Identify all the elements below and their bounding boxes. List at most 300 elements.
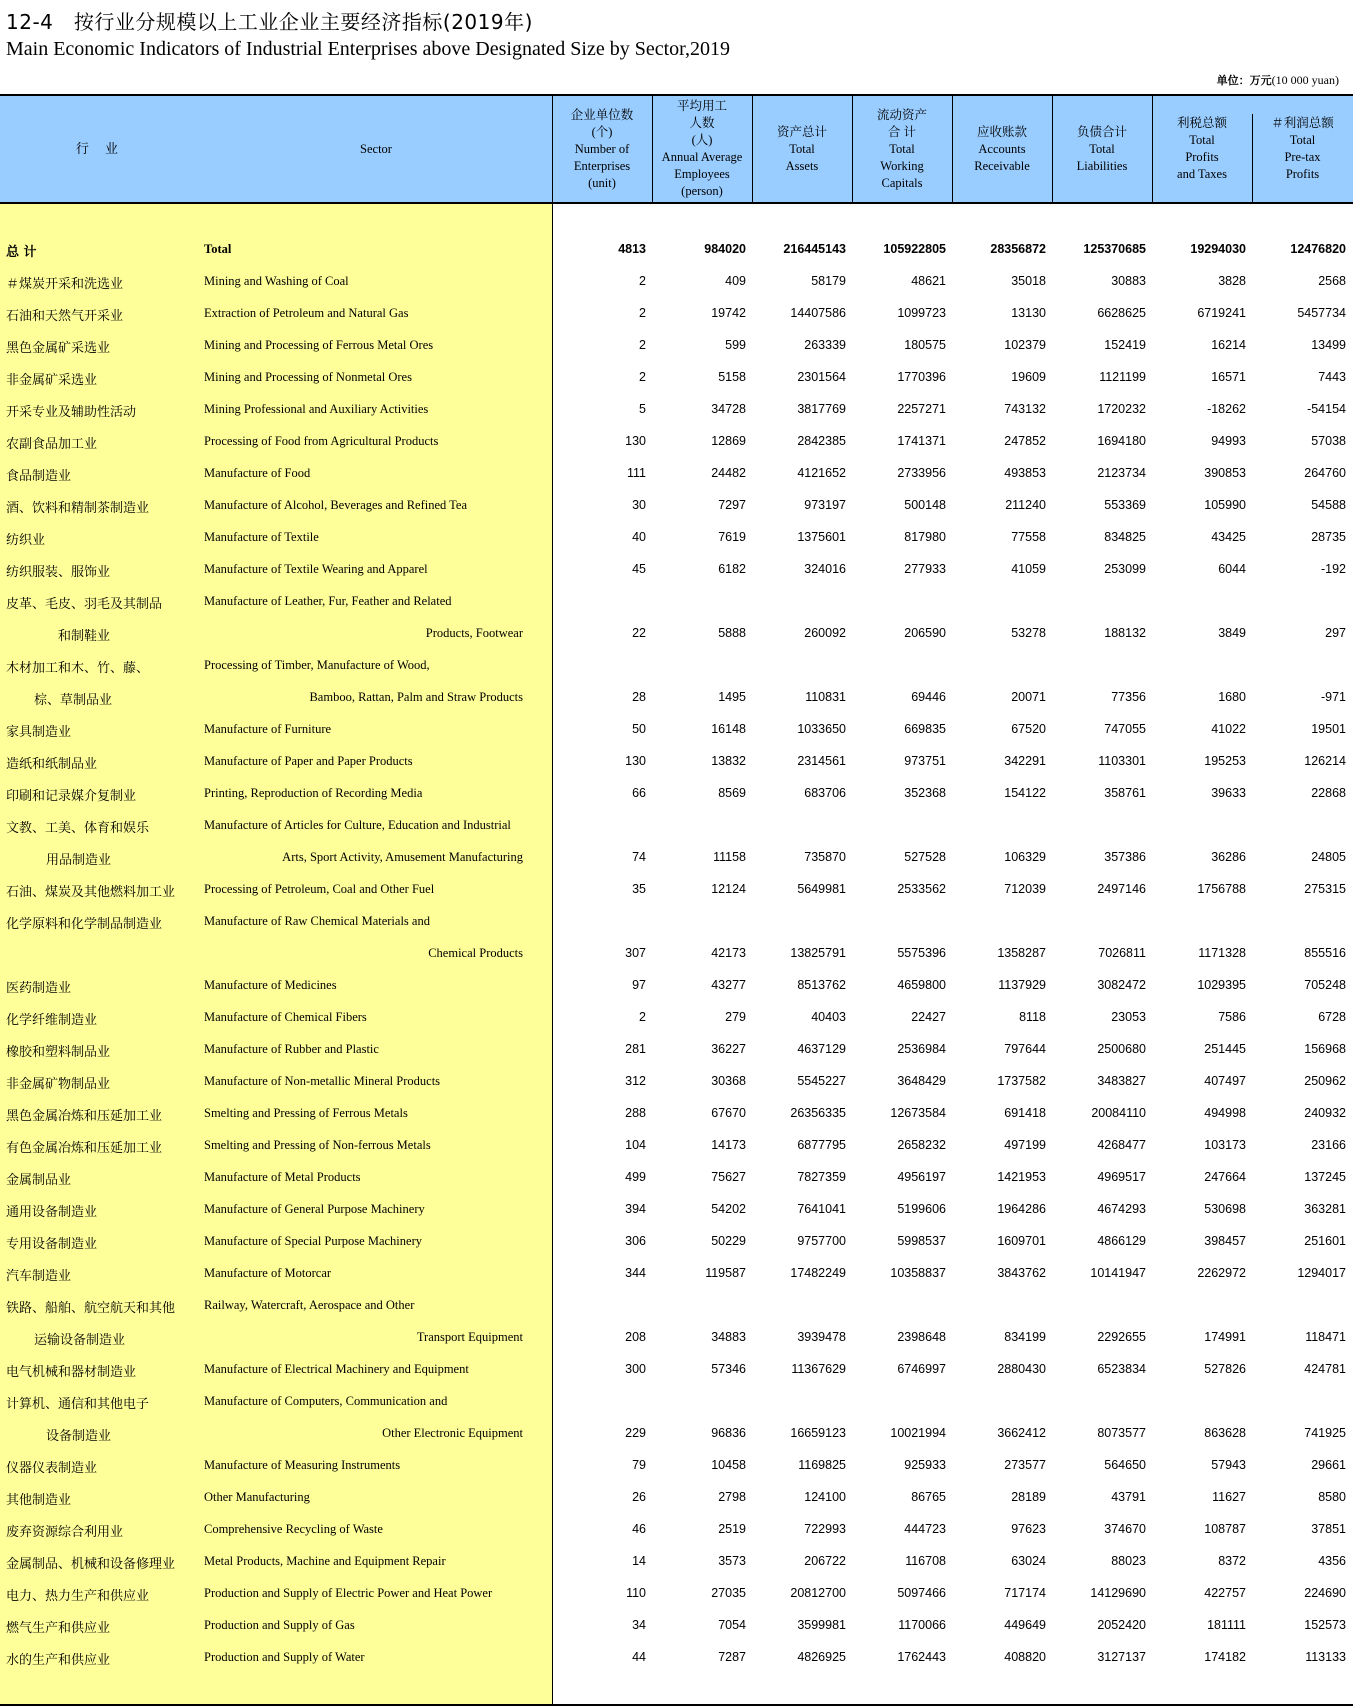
table-row <box>0 1354 1353 1386</box>
cell-employees: 11158 <box>713 850 746 864</box>
cell-employees: 7619 <box>718 530 746 544</box>
table-row <box>0 1450 1353 1482</box>
cell-employees: 30368 <box>711 1074 746 1088</box>
cell-total-assets: 683706 <box>804 786 846 800</box>
cell-total-assets: 17482249 <box>790 1266 846 1280</box>
table-row <box>0 1322 1353 1354</box>
cell-employees: 34728 <box>711 402 746 416</box>
cell-profits-and-taxes: 3849 <box>1218 626 1246 640</box>
cell-working-capitals: 6746997 <box>897 1362 946 1376</box>
header-line: (person) <box>681 184 723 198</box>
cell-working-capitals: 206590 <box>904 626 946 640</box>
cell-accounts-receivable: 247852 <box>1004 434 1046 448</box>
cell-total-assets: 58179 <box>811 274 846 288</box>
sector-name-en: Mining and Processing of Ferrous Metal Ores <box>204 338 434 352</box>
cell-pretax-profits: 37851 <box>1311 1522 1346 1536</box>
cell-enterprises: 97 <box>632 978 646 992</box>
cell-total-assets: 5545227 <box>797 1074 846 1088</box>
cell-pretax-profits: 22868 <box>1311 786 1346 800</box>
header-line: Number of <box>574 141 630 156</box>
sector-name-cn: 水的生产和供应业 <box>6 1653 111 1668</box>
sector-name-cn: 食品制造业 <box>6 469 72 484</box>
cell-total-assets: 11367629 <box>791 1362 846 1376</box>
cell-total-liabilities: 7026811 <box>1098 946 1146 960</box>
sector-name-cn: 农副食品加工业 <box>6 437 98 452</box>
sector-name-en: Manufacture of Measuring Instruments <box>204 1458 401 1472</box>
table-title-cn: 12-4 按行业分规模以上工业企业主要经济指标(2019年) <box>6 10 533 34</box>
cell-employees: 599 <box>725 338 746 352</box>
cell-employees: 57346 <box>711 1362 746 1376</box>
cell-employees: 96836 <box>711 1426 746 1440</box>
cell-working-capitals: 1099723 <box>897 306 946 320</box>
cell-employees: 7054 <box>718 1618 746 1632</box>
cell-employees: 5158 <box>718 370 746 384</box>
cell-total-assets: 3939478 <box>797 1330 846 1344</box>
cell-employees: 2798 <box>718 1490 746 1504</box>
cell-total-liabilities: 3483827 <box>1097 1074 1146 1088</box>
sector-name-cn: 仪器仪表制造业 <box>6 1461 98 1476</box>
table-row <box>0 1002 1353 1034</box>
cell-working-capitals: 1170066 <box>898 1618 946 1632</box>
cell-total-liabilities: 2497146 <box>1097 882 1146 896</box>
cell-total-liabilities: 747055 <box>1104 722 1146 736</box>
sector-name-cn: 非金属矿物制品业 <box>6 1077 111 1092</box>
cell-accounts-receivable: 3662412 <box>997 1426 1046 1440</box>
sector-name-en: Arts, Sport Activity, Amusement Manufacturing <box>282 850 523 864</box>
table-row <box>0 1514 1353 1546</box>
cell-employees: 13832 <box>711 754 746 768</box>
sector-name-cn: 橡胶和塑料制品业 <box>6 1045 111 1060</box>
cell-working-capitals: 5199606 <box>897 1202 946 1216</box>
header-accounts-receivable <box>952 96 1052 202</box>
cell-pretax-profits: 6728 <box>1318 1010 1346 1024</box>
sector-name-cn: ＃煤炭开采和洗选业 <box>6 277 124 292</box>
cell-employees: 16148 <box>711 722 746 736</box>
sector-name-cn: 石油和天然气开采业 <box>6 309 124 324</box>
table-row <box>0 522 1353 554</box>
cell-total-liabilities: 4268477 <box>1097 1138 1146 1152</box>
cell-total-liabilities: 88023 <box>1111 1554 1146 1568</box>
table-row <box>0 842 1353 874</box>
cell-enterprises: 312 <box>625 1074 646 1088</box>
cell-accounts-receivable: 1358287 <box>997 946 1046 960</box>
cell-accounts-receivable: 1137929 <box>998 978 1046 992</box>
header-line: and Taxes <box>1177 167 1227 181</box>
header-line: 资产总计 <box>776 124 827 139</box>
cell-working-capitals: 12673584 <box>890 1106 946 1120</box>
header-line: 负债合计 <box>1076 124 1127 139</box>
header-line: Working <box>880 158 924 173</box>
cell-profits-and-taxes: 94993 <box>1211 434 1246 448</box>
sector-name-cn: 电气机械和器材制造业 <box>6 1365 137 1380</box>
cell-enterprises: 26 <box>632 1490 646 1504</box>
table-row <box>0 266 1353 298</box>
cell-total-liabilities: 2052420 <box>1097 1618 1146 1632</box>
sector-name-en: Manufacture of Computers, Communication and <box>204 1394 448 1408</box>
cell-accounts-receivable: 41059 <box>1011 562 1046 576</box>
table-row <box>0 1386 1353 1418</box>
cell-accounts-receivable: 102379 <box>1004 338 1046 352</box>
cell-employees: 50229 <box>711 1234 746 1248</box>
table-row <box>0 1546 1353 1578</box>
column-separator <box>1152 96 1153 202</box>
column-separator <box>652 96 653 202</box>
cell-total-liabilities: 1121199 <box>1099 370 1146 384</box>
header-line: 合 计 <box>887 124 917 139</box>
sector-name-en: Manufacture of Articles for Culture, Education and Industrial <box>204 818 511 832</box>
cell-total-liabilities: 2123734 <box>1097 466 1146 480</box>
table-row <box>0 394 1353 426</box>
cell-pretax-profits: 29661 <box>1311 1458 1346 1472</box>
column-separator <box>952 96 953 202</box>
cell-enterprises: 34 <box>632 1618 646 1632</box>
header-line: Receivable <box>974 158 1030 173</box>
sector-name-cn: 化学原料和化学制品制造业 <box>6 917 163 932</box>
sector-name-cn: 用品制造业 <box>46 853 112 868</box>
table-row <box>0 906 1353 938</box>
cell-enterprises: 79 <box>632 1458 646 1472</box>
cell-working-capitals: 444723 <box>904 1522 946 1536</box>
sector-name-en: Manufacture of Leather, Fur, Feather and Related <box>204 594 452 608</box>
cell-total-liabilities: 834825 <box>1104 530 1146 544</box>
cell-total-assets: 13825791 <box>790 946 846 960</box>
table-row <box>0 618 1353 650</box>
cell-total-liabilities: 77356 <box>1111 690 1146 704</box>
cell-employees: 409 <box>725 274 746 288</box>
cell-employees: 10458 <box>711 1458 746 1472</box>
header-line: Profits <box>1185 150 1219 164</box>
cell-total-assets: 2314561 <box>797 754 846 768</box>
table-row <box>0 554 1353 586</box>
header-enterprises <box>552 96 652 202</box>
cell-total-assets: 5649981 <box>797 882 846 896</box>
header-line: 企业单位数 <box>570 107 634 122</box>
sector-name-en: Manufacture of Electrical Machinery and Equipment <box>204 1362 469 1376</box>
cell-accounts-receivable: 497199 <box>1004 1138 1046 1152</box>
table-row <box>0 362 1353 394</box>
cell-total-liabilities: 1720232 <box>1097 402 1146 416</box>
cell-working-capitals: 1770396 <box>897 370 946 384</box>
sector-name-en: Production and Supply of Gas <box>204 1618 355 1632</box>
sector-name-cn: 汽车制造业 <box>6 1269 72 1284</box>
cell-profits-and-taxes: 1171328 <box>1198 946 1246 960</box>
header-line: 利税总额 <box>1176 116 1227 130</box>
cell-profits-and-taxes: -18262 <box>1207 402 1246 416</box>
cell-enterprises: 130 <box>625 754 646 768</box>
cell-total-assets: 722993 <box>804 1522 846 1536</box>
sector-name-en: Manufacture of Alcohol, Beverages and Refined Tea <box>204 498 468 512</box>
cell-enterprises: 2 <box>639 1010 646 1024</box>
cell-total-liabilities: 6523834 <box>1097 1362 1146 1376</box>
header-line: Employees <box>674 167 730 181</box>
cell-working-capitals: 669835 <box>904 722 946 736</box>
cell-profits-and-taxes: 407497 <box>1204 1074 1246 1088</box>
header-line: 人数 <box>689 116 715 130</box>
cell-enterprises: 66 <box>632 786 646 800</box>
cell-enterprises: 307 <box>625 946 646 960</box>
sector-name-en: Mining and Washing of Coal <box>204 274 349 288</box>
cell-profits-and-taxes: 195253 <box>1204 754 1246 768</box>
cell-employees: 12124 <box>711 882 746 896</box>
table-row <box>0 1418 1353 1450</box>
cell-pretax-profits: 19501 <box>1311 722 1346 736</box>
sector-name-cn: 电力、热力生产和供应业 <box>6 1589 150 1604</box>
header-line: Total <box>1189 133 1215 147</box>
sector-name-cn: 燃气生产和供应业 <box>6 1621 111 1636</box>
sector-name-cn: 开采专业及辅助性活动 <box>6 405 137 420</box>
cell-accounts-receivable: 1421953 <box>997 1170 1046 1184</box>
cell-employees: 12869 <box>711 434 746 448</box>
sector-name-cn: 棕、草制品业 <box>34 693 113 708</box>
cell-profits-and-taxes: 494998 <box>1204 1106 1246 1120</box>
cell-accounts-receivable: 1964286 <box>997 1202 1046 1216</box>
cell-pretax-profits: 251601 <box>1304 1234 1346 1248</box>
cell-total-assets: 1169825 <box>798 1458 846 1472</box>
cell-total-liabilities: 14129690 <box>1090 1586 1146 1600</box>
cell-total-liabilities: 2500680 <box>1097 1042 1146 1056</box>
cell-pretax-profits: 275315 <box>1304 882 1346 896</box>
cell-accounts-receivable: 797644 <box>1004 1042 1046 1056</box>
column-separator <box>752 96 753 202</box>
cell-profits-and-taxes: 247664 <box>1204 1170 1246 1184</box>
table-row <box>0 1578 1353 1610</box>
cell-total-assets: 26356335 <box>790 1106 846 1120</box>
header-line: Liabilities <box>1076 158 1128 173</box>
header-line: Assets <box>785 158 819 173</box>
cell-total-liabilities: 253099 <box>1104 562 1146 576</box>
cell-pretax-profits: 28735 <box>1311 530 1346 544</box>
cell-profits-and-taxes: 108787 <box>1204 1522 1246 1536</box>
sector-name-en: Metal Products, Machine and Equipment Repair <box>204 1554 446 1568</box>
cell-total-liabilities: 152419 <box>1104 338 1146 352</box>
sector-name-en: Manufacture of Paper and Paper Products <box>204 754 413 768</box>
header-line: Enterprises <box>573 158 631 173</box>
cell-accounts-receivable: 154122 <box>1004 786 1046 800</box>
sector-name-cn: 医药制造业 <box>6 981 72 996</box>
cell-employees: 75627 <box>711 1170 746 1184</box>
header-line: ＃利润总额 <box>1271 116 1334 130</box>
cell-pretax-profits: 2568 <box>1318 274 1346 288</box>
cell-pretax-profits: -192 <box>1320 562 1346 576</box>
sector-name-en: Other Manufacturing <box>204 1490 310 1504</box>
cell-working-capitals: 527528 <box>904 850 946 864</box>
sector-name-en: Railway, Watercraft, Aerospace and Other <box>204 1298 415 1312</box>
cell-accounts-receivable: 691418 <box>1004 1106 1046 1120</box>
table-row <box>0 650 1353 682</box>
sector-name-en: Processing of Timber, Manufacture of Wood, <box>204 658 430 672</box>
cell-total-liabilities: 1103301 <box>1098 754 1146 768</box>
cell-profits-and-taxes: 11627 <box>1212 1490 1246 1504</box>
cell-employees: 1495 <box>718 690 746 704</box>
sector-name-en: Transport Equipment <box>416 1330 523 1344</box>
cell-working-capitals: 180575 <box>904 338 946 352</box>
sector-name-en: Mining and Processing of Nonmetal Ores <box>204 370 412 384</box>
cell-pretax-profits: 152573 <box>1304 1618 1346 1632</box>
cell-accounts-receivable: 3843762 <box>997 1266 1046 1280</box>
bottom-rule <box>0 1704 1353 1706</box>
cell-enterprises: 2 <box>639 274 646 288</box>
cell-working-capitals: 277933 <box>904 562 946 576</box>
cell-pretax-profits: 12476820 <box>1290 242 1346 256</box>
cell-profits-and-taxes: 6044 <box>1218 562 1246 576</box>
header-line: 平均用工 <box>676 99 727 113</box>
cell-profits-and-taxes: 36286 <box>1211 850 1246 864</box>
sector-name-en: Comprehensive Recycling of Waste <box>204 1522 383 1536</box>
cell-employees: 3573 <box>718 1554 746 1568</box>
cell-employees: 67670 <box>711 1106 746 1120</box>
header-line: Profits <box>1285 167 1320 181</box>
header-line: (个) <box>591 124 613 139</box>
cell-total-liabilities: 2292655 <box>1097 1330 1146 1344</box>
cell-working-capitals: 973751 <box>904 754 946 768</box>
cell-accounts-receivable: 19609 <box>1011 370 1046 384</box>
cell-enterprises: 5 <box>639 402 646 416</box>
cell-working-capitals: 5575396 <box>897 946 946 960</box>
cell-total-assets: 40403 <box>811 1010 846 1024</box>
header-total-assets <box>752 96 852 202</box>
cell-total-liabilities: 358761 <box>1104 786 1146 800</box>
sector-name-en: Manufacture of General Purpose Machinery <box>204 1202 425 1216</box>
cell-pretax-profits: 8580 <box>1318 1490 1346 1504</box>
cell-enterprises: 208 <box>625 1330 646 1344</box>
table-row <box>0 1610 1353 1642</box>
cell-pretax-profits: 137245 <box>1304 1170 1346 1184</box>
cell-working-capitals: 22427 <box>911 1010 946 1024</box>
cell-working-capitals: 3648429 <box>897 1074 946 1088</box>
cell-accounts-receivable: 712039 <box>1004 882 1046 896</box>
cell-pretax-profits: -971 <box>1320 690 1346 704</box>
header-line: Total <box>789 141 815 156</box>
cell-employees: 36227 <box>711 1042 746 1056</box>
cell-profits-and-taxes: 527826 <box>1204 1362 1246 1376</box>
cell-accounts-receivable: 211240 <box>1005 498 1046 512</box>
table-row <box>0 810 1353 842</box>
cell-profits-and-taxes: 390853 <box>1204 466 1246 480</box>
cell-pretax-profits: 57038 <box>1311 434 1346 448</box>
cell-profits-and-taxes: 19294030 <box>1190 242 1246 256</box>
table-row <box>0 298 1353 330</box>
cell-working-capitals: 352368 <box>904 786 946 800</box>
cell-enterprises: 40 <box>632 530 646 544</box>
sector-name-cn: 有色金属冶炼和压延加工业 <box>6 1141 163 1156</box>
header-line: Total <box>1089 141 1115 156</box>
cell-accounts-receivable: 834199 <box>1004 1330 1046 1344</box>
sector-name-cn: 设备制造业 <box>46 1429 112 1444</box>
header-line: 流动资产 <box>876 107 927 122</box>
cell-working-capitals: 2733956 <box>897 466 946 480</box>
cell-enterprises: 111 <box>626 466 646 480</box>
cell-working-capitals: 69446 <box>911 690 946 704</box>
cell-total-liabilities: 553369 <box>1104 498 1146 512</box>
cell-total-liabilities: 20084110 <box>1091 1106 1146 1120</box>
cell-enterprises: 306 <box>625 1234 646 1248</box>
cell-profits-and-taxes: 105990 <box>1204 498 1246 512</box>
header-sector-cn: 行 业 <box>75 141 125 157</box>
cell-profits-and-taxes: 41022 <box>1211 722 1246 736</box>
cell-enterprises: 229 <box>625 1426 646 1440</box>
cell-enterprises: 44 <box>632 1650 646 1664</box>
cell-enterprises: 35 <box>632 882 646 896</box>
cell-total-assets: 4121652 <box>797 466 846 480</box>
sector-name-en: Processing of Food from Agricultural Products <box>204 434 439 448</box>
cell-total-assets: 3817769 <box>797 402 846 416</box>
cell-pretax-profits: 13499 <box>1311 338 1346 352</box>
cell-working-capitals: 5097466 <box>897 1586 946 1600</box>
cell-working-capitals: 10358837 <box>890 1266 946 1280</box>
cell-pretax-profits: 264760 <box>1304 466 1346 480</box>
header-sector-en: Sector <box>360 141 392 156</box>
cell-pretax-profits: -54154 <box>1307 402 1346 416</box>
cell-working-capitals: 4659800 <box>897 978 946 992</box>
cell-employees: 24482 <box>711 466 746 480</box>
cell-pretax-profits: 855516 <box>1304 946 1346 960</box>
cell-accounts-receivable: 2880430 <box>997 1362 1046 1376</box>
table-row <box>0 970 1353 1002</box>
table-row <box>0 1258 1353 1290</box>
cell-working-capitals: 500148 <box>904 498 946 512</box>
cell-accounts-receivable: 28189 <box>1011 1490 1046 1504</box>
cell-employees: 42173 <box>711 946 746 960</box>
cell-profits-and-taxes: 1756788 <box>1197 882 1246 896</box>
sector-name-cn: 铁路、船舶、航空航天和其他 <box>6 1301 176 1316</box>
cell-total-liabilities: 1694180 <box>1097 434 1146 448</box>
cell-profits-and-taxes: 174182 <box>1204 1650 1246 1664</box>
cell-enterprises: 499 <box>625 1170 646 1184</box>
cell-total-liabilities: 4969517 <box>1097 1170 1146 1184</box>
header-line: (unit) <box>588 175 616 190</box>
cell-total-assets: 2842385 <box>797 434 846 448</box>
sector-name-en: Bamboo, Rattan, Palm and Straw Products <box>309 690 523 704</box>
cell-total-assets: 14407586 <box>790 306 846 320</box>
cell-accounts-receivable: 273577 <box>1004 1458 1046 1472</box>
cell-enterprises: 281 <box>625 1042 646 1056</box>
table-row <box>0 1642 1353 1674</box>
cell-total-liabilities: 374670 <box>1104 1522 1146 1536</box>
cell-total-assets: 8513762 <box>797 978 846 992</box>
cell-working-capitals: 1762443 <box>897 1650 946 1664</box>
cell-pretax-profits: 24805 <box>1311 850 1346 864</box>
sector-name-en: Manufacture of Chemical Fibers <box>204 1010 367 1024</box>
cell-profits-and-taxes: 1680 <box>1218 690 1246 704</box>
sector-name-en: Production and Supply of Electric Power and Heat Power <box>204 1586 493 1600</box>
cell-employees: 14173 <box>711 1138 746 1152</box>
sector-name-cn: 纺织服装、服饰业 <box>6 565 111 580</box>
cell-profits-and-taxes: 7586 <box>1218 1010 1246 1024</box>
sector-name-en: Manufacture of Raw Chemical Materials and <box>204 914 430 928</box>
cell-total-liabilities: 23053 <box>1111 1010 1146 1024</box>
sector-name-en: Manufacture of Medicines <box>204 978 337 992</box>
cell-total-assets: 9757700 <box>797 1234 846 1248</box>
cell-total-liabilities: 188132 <box>1104 626 1146 640</box>
cell-profits-and-taxes: 8372 <box>1218 1554 1246 1568</box>
cell-employees: 119587 <box>705 1266 746 1280</box>
cell-accounts-receivable: 35018 <box>1011 274 1046 288</box>
table-row <box>0 778 1353 810</box>
cell-total-liabilities: 357386 <box>1104 850 1146 864</box>
cell-employees: 54202 <box>711 1202 746 1216</box>
cell-profits-and-taxes: 2262972 <box>1197 1266 1246 1280</box>
sector-name-en: Mining Professional and Auxiliary Activities <box>204 402 429 416</box>
cell-total-assets: 735870 <box>804 850 846 864</box>
cell-working-capitals: 2398648 <box>897 1330 946 1344</box>
cell-employees: 984020 <box>704 242 746 256</box>
cell-total-assets: 216445143 <box>783 242 846 256</box>
cell-employees: 19742 <box>711 306 746 320</box>
cell-enterprises: 30 <box>632 498 646 512</box>
cell-total-liabilities: 6628625 <box>1097 306 1146 320</box>
sector-name-en: Processing of Petroleum, Coal and Other Fuel <box>204 882 435 896</box>
cell-working-capitals: 925933 <box>904 1458 946 1472</box>
